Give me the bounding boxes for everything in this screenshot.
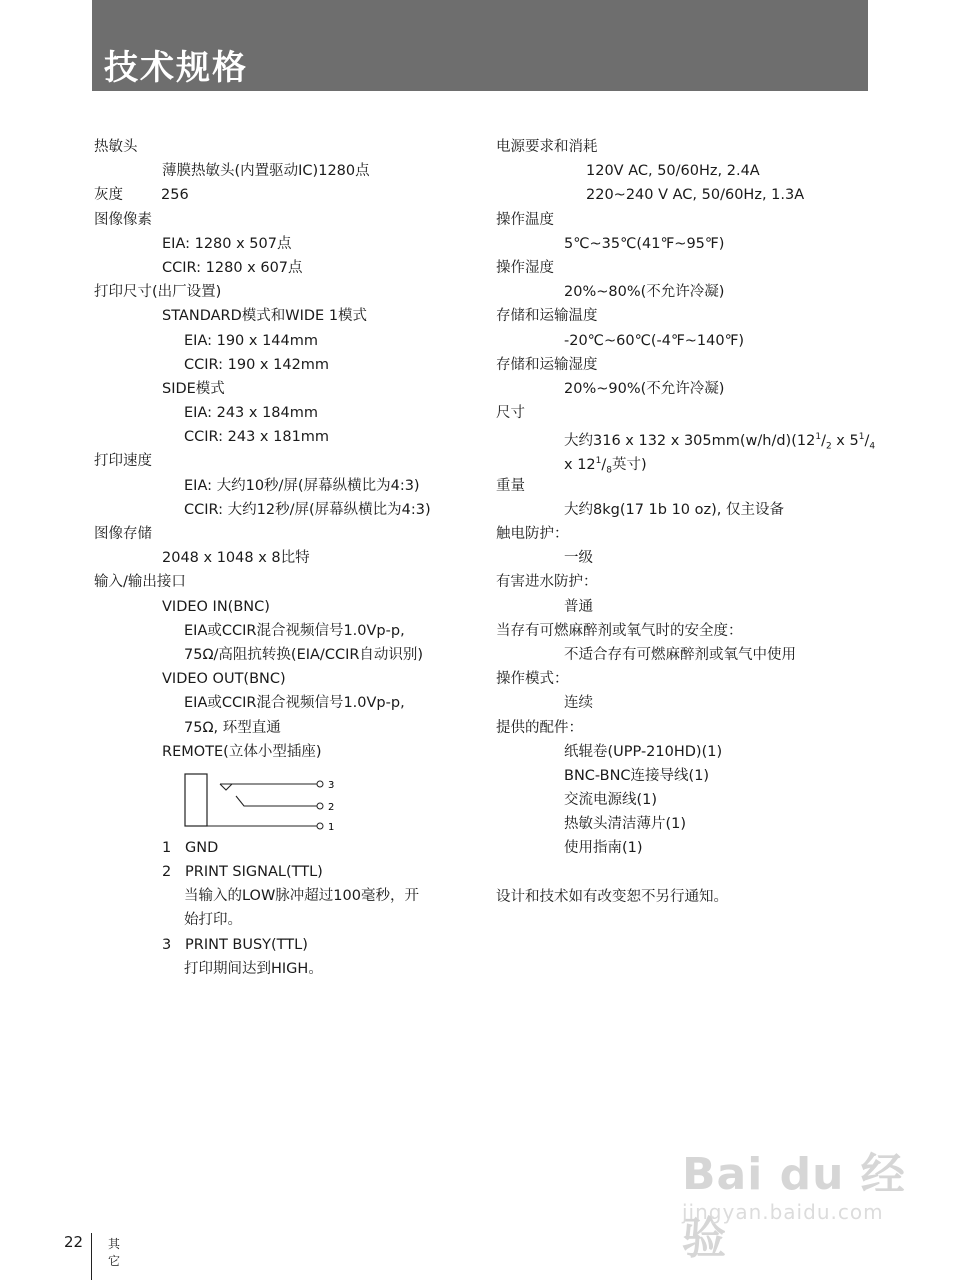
- notice-text: 设计和技术如有改变恕不另行通知。: [496, 888, 728, 905]
- shock-value: 一级: [564, 550, 593, 567]
- fraction-1-numerator: 1: [815, 432, 822, 443]
- weight-value: 大约8kg(17 1b 10 oz), 仅主设备: [564, 501, 784, 518]
- section-name: 其它: [108, 1237, 127, 1268]
- op-temp-label: 操作温度: [496, 211, 554, 228]
- storage-humidity-label: 存储和运输湿度: [496, 356, 598, 373]
- print-speed-label: 打印速度: [94, 453, 152, 470]
- header-bar: [92, 0, 868, 91]
- jack-body: [185, 774, 207, 826]
- pin-3-terminal: [317, 781, 323, 787]
- op-mode-value: 连续: [564, 695, 593, 712]
- video-in-desc-1: EIA或CCIR混合视频信号1.0Vp-p,: [184, 622, 405, 639]
- pixels-label: 图像像素: [94, 211, 152, 228]
- pin-2-terminal: [317, 803, 323, 809]
- fraction-3-numerator: 1: [595, 456, 602, 467]
- watermark-url: jingyan.baidu.com: [682, 1200, 884, 1224]
- pin-3-row: [94, 933, 484, 957]
- grayscale-value: 256: [161, 187, 189, 204]
- thermal-head-label: 热敏头: [94, 139, 138, 155]
- pin-1-terminal: [317, 823, 323, 829]
- power-value-1: 120V AC, 50/60Hz, 2.4A: [586, 163, 760, 180]
- pin-3-desc-1: 打印期间达到HIGH。: [184, 960, 323, 977]
- print-size-standard-eia: EIA: 190 x 144mm: [184, 332, 318, 349]
- dimensions-line-2-a: x 12: [564, 457, 596, 474]
- grayscale-row: [94, 183, 484, 207]
- print-speed-ccir: CCIR: 大约12秒/屏(屏幕纵横比为4:3): [184, 501, 431, 518]
- storage-temp-value: -20℃~60℃(-4℉~140℉): [564, 332, 745, 349]
- pin-2-row: [94, 860, 484, 884]
- pin-2-desc-2: 始打印。: [184, 912, 242, 929]
- op-temp-value: 5℃~35℃(41℉~95℉): [564, 235, 725, 252]
- jack-wiring-svg: [184, 764, 344, 836]
- pin-1-name: GND: [185, 839, 219, 856]
- power-label: 电源要求和消耗: [496, 139, 598, 155]
- pin-label-2: 2: [328, 801, 335, 813]
- pin-3-name: PRINT BUSY(TTL): [185, 936, 308, 953]
- pin-label-3: 3: [328, 779, 335, 791]
- left-column: [94, 135, 484, 981]
- video-out-desc-2: 75Ω, 环型直通: [184, 719, 281, 736]
- dimensions-label: 尺寸: [496, 405, 525, 422]
- pin-2-number: 2: [162, 864, 172, 881]
- storage-temp-label: 存储和运输温度: [496, 308, 598, 325]
- accessory-item: BNC-BNC连接导线(1): [564, 767, 710, 784]
- fraction-3-denominator: 8: [606, 466, 613, 477]
- accessory-item: 纸辊卷(UPP-210HD)(1): [564, 743, 723, 760]
- print-size-standard-ccir: CCIR: 190 x 142mm: [184, 356, 330, 373]
- print-size-standard-label: STANDARD模式和WIDE 1模式: [162, 308, 368, 325]
- pin-label-1: 1: [328, 821, 335, 833]
- print-speed-eia: EIA: 大约10秒/屏(屏幕纵横比为4:3): [184, 477, 420, 494]
- io-label: 输入/输出接口: [94, 574, 186, 591]
- water-value: 普通: [564, 598, 593, 615]
- remote-jack-diagram: [94, 764, 484, 836]
- weight-label: 重量: [496, 477, 525, 494]
- op-mode-label: 操作模式：: [496, 671, 569, 688]
- right-column: [496, 135, 916, 909]
- print-size-label: 打印尺寸(出厂设置): [94, 284, 222, 301]
- page-number: 22: [64, 1233, 84, 1251]
- pin-3-number: 3: [162, 936, 172, 953]
- grayscale-label: 灰度: [94, 187, 123, 204]
- page-title: 技术规格: [104, 48, 248, 88]
- pin-1-number: 1: [162, 839, 172, 856]
- video-in-label: VIDEO IN(BNC): [162, 598, 270, 615]
- accessories-label: 提供的配件：: [496, 719, 583, 736]
- remote-label: REMOTE(立体小型插座): [162, 743, 322, 760]
- safety-label: 当存有可燃麻醉剂或氧气时的安全度：: [496, 622, 743, 639]
- accessory-item: 使用指南(1): [564, 840, 643, 857]
- safety-value: 不适合存有可燃麻醉剂或氧气中使用: [564, 646, 796, 663]
- pin-1-row: [94, 836, 484, 860]
- storage-humidity-value: 20%~90%(不允许冷凝): [564, 380, 725, 397]
- footer-divider: [91, 1233, 92, 1280]
- pixels-ccir: CCIR: 1280 x 607点: [162, 259, 303, 276]
- pin-2-contact: [236, 796, 250, 806]
- baidu-watermark: [672, 1138, 912, 1264]
- pin-2-name: PRINT SIGNAL(TTL): [185, 864, 323, 881]
- dimensions-line-1: 大约316 x 132 x $305mm(w/h/d)(12^1/_2$ x $5^1/_4$: [564, 432, 876, 452]
- video-out-label: VIDEO OUT(BNC): [162, 671, 286, 688]
- pin-3-contact: [220, 784, 232, 790]
- shock-label: 触电防护：: [496, 526, 569, 542]
- spacer: [496, 861, 916, 885]
- pin-2-desc-1: 当输入的LOW脉冲超过100毫秒，开: [184, 888, 419, 905]
- dimensions-line-1-b: x 5: [831, 433, 859, 450]
- thermal-head-value: 薄膜热敏头(内置驱动IC)1280点: [162, 163, 370, 180]
- image-storage-label: 图像存储: [94, 526, 152, 542]
- video-in-desc-2: 75Ω/高阻抗转换(EIA/CCIR自动识别): [184, 646, 424, 663]
- water-label: 有害进水防护：: [496, 574, 598, 591]
- power-value-2: 220~240 V AC, 50/60Hz, 1.3A: [586, 187, 805, 204]
- watermark-logo: Bai du 经验: [682, 1149, 906, 1264]
- video-out-desc-1: EIA或CCIR混合视频信号1.0Vp-p,: [184, 695, 405, 712]
- fraction-2-denominator: 4: [869, 441, 876, 452]
- dimensions-line-2-b: 英寸): [612, 457, 647, 474]
- print-size-side-ccir: CCIR: 243 x 181mm: [184, 429, 330, 446]
- pixels-eia: EIA: 1280 x 507点: [162, 235, 292, 252]
- accessory-item: 热敏头清洁薄片(1): [564, 816, 687, 833]
- accessory-item: 交流电源线(1): [564, 792, 658, 809]
- dimensions-line-2: x $12^1/_8$英寸): [564, 456, 647, 477]
- dimensions-line-1-a: 大约316 x 132 x 305mm(w/h/d)(12: [564, 433, 816, 450]
- image-storage-value: 2048 x 1048 x 8比特: [162, 550, 310, 567]
- print-size-side-eia: EIA: 243 x 184mm: [184, 405, 318, 422]
- op-humidity-value: 20%~80%(不允许冷凝): [564, 284, 725, 301]
- fraction-1-denominator: 2: [825, 441, 832, 452]
- print-size-side-label: SIDE模式: [162, 380, 225, 397]
- fraction-2-numerator: 1: [858, 432, 865, 443]
- op-humidity-label: 操作湿度: [496, 259, 554, 276]
